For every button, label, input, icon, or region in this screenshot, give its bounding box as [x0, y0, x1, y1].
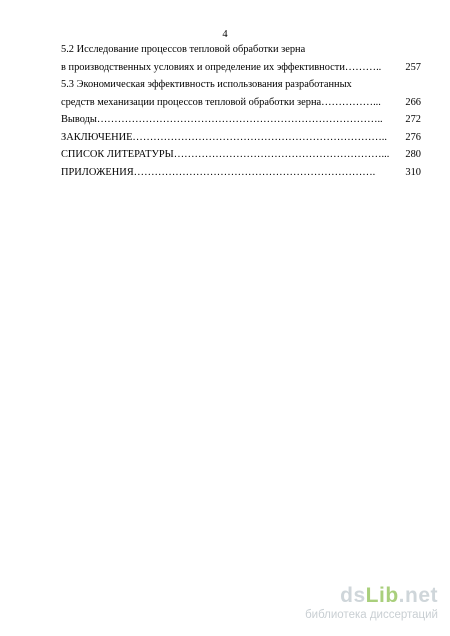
toc-entry-title: ПРИЛОЖЕНИЯ…………………………………………………………….	[61, 166, 376, 178]
toc-entry	[61, 164, 421, 182]
toc-entry	[61, 59, 421, 77]
table-of-contents	[61, 41, 421, 181]
toc-entry-title: 5.2 Исследование процессов тепловой обработки зерна	[61, 44, 306, 55]
watermark-tagline: библиотека диссертаций	[305, 609, 438, 621]
toc-entry-title: в производственных условиях и определение их эффективности………..	[61, 61, 382, 73]
toc-entry	[61, 146, 421, 164]
toc-entry-page: 257	[405, 61, 421, 73]
toc-entry-page: 266	[405, 96, 421, 108]
toc-entry-title: 5.3 Экономическая эффективность использования разработанных	[61, 79, 352, 90]
toc-entry-page: 276	[405, 131, 421, 143]
watermark-logo-prefix: ds	[340, 584, 366, 607]
toc-entry-page: 272	[405, 114, 421, 125]
toc-entry	[61, 41, 421, 59]
watermark-logo	[340, 584, 438, 608]
toc-entry-title: Выводы………………………………………………………………………..	[61, 114, 383, 125]
watermark	[238, 584, 438, 630]
toc-entry	[61, 76, 421, 94]
toc-entry-title: СПИСОК ЛИТЕРАТУРЫ……………………………………………………...	[61, 149, 390, 160]
toc-entry-page: 310	[405, 166, 421, 178]
watermark-logo-accent: Lib	[365, 584, 399, 607]
toc-entry-title: средств механизации процессов тепловой обработки зерна……………...	[61, 96, 381, 108]
toc-entry-title: ЗАКЛЮЧЕНИЕ………………………………………………………………..	[61, 131, 387, 143]
page-number: 4	[222, 29, 228, 40]
toc-entry	[61, 129, 421, 147]
toc-entry	[61, 94, 421, 112]
toc-entry	[61, 111, 421, 129]
toc-entry-page: 280	[405, 149, 421, 160]
watermark-logo-suffix: .net	[398, 584, 438, 607]
